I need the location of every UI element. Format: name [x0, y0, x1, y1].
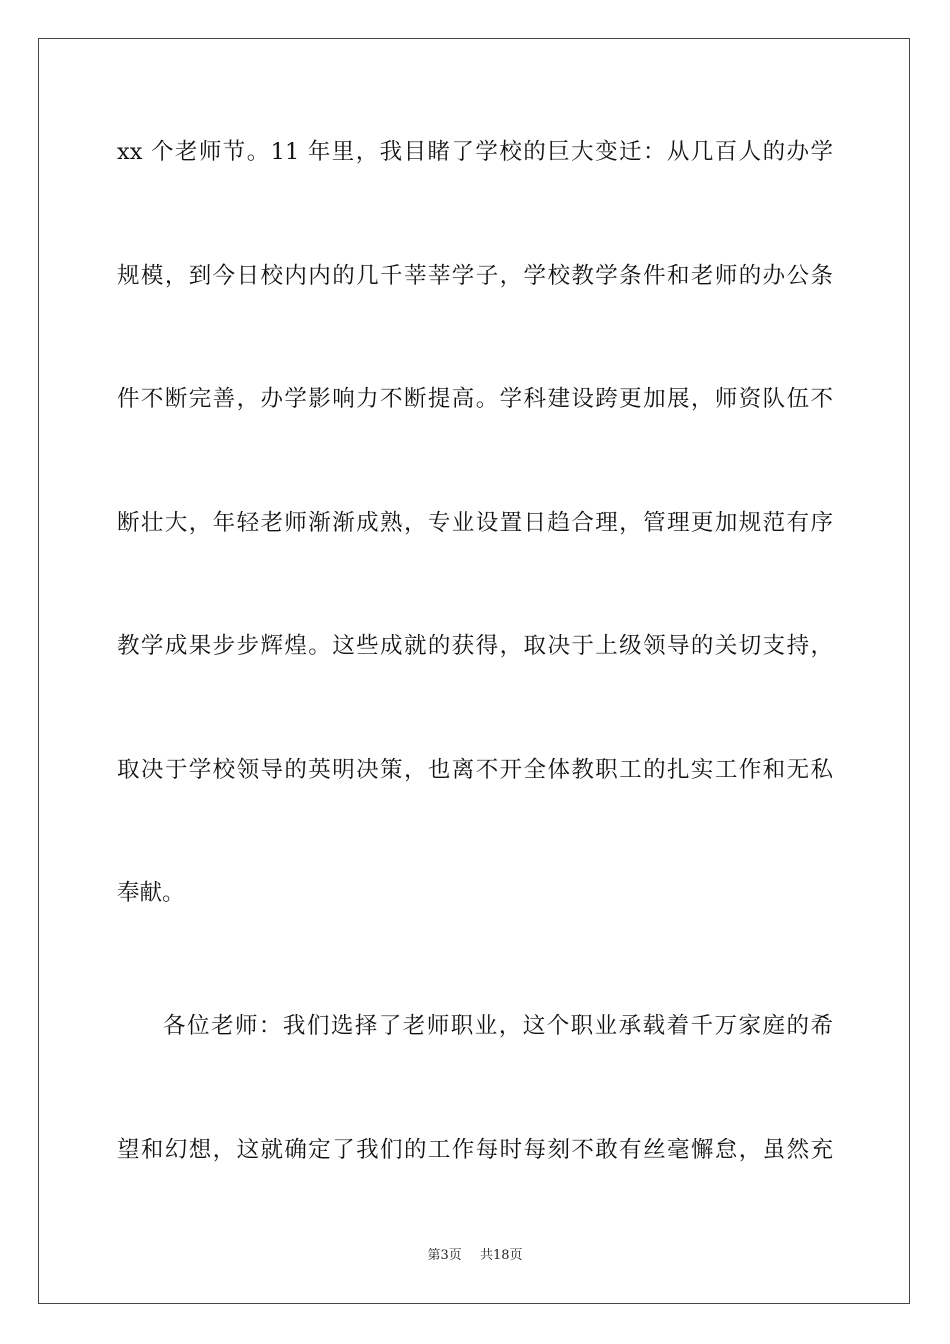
text-line-1: xx 个老师节。11 年里，我目睹了学校的巨大变迁：从几百人的办学 — [117, 139, 833, 165]
page-footer — [0, 1247, 950, 1265]
text-line-3: 件不断完善，办学影响力不断提高。学科建设跨更加展，师资队伍不 — [117, 386, 833, 412]
text-line-5: 教学成果步步辉煌。这些成就的获得，取决于上级领导的关切支持， — [117, 633, 833, 659]
page-number: 第3页 — [427, 1248, 462, 1263]
paragraph-start-line: 各位老师：我们选择了老师职业，这个职业承载着千万家庭的希 — [163, 1013, 833, 1039]
text-line-4: 断壮大，年轻老师渐渐成熟，专业设置日趋合理，管理更加规范有序 — [117, 510, 833, 536]
text-line-9: 望和幻想，这就确定了我们的工作每时每刻不敢有丝毫懈怠，虽然充 — [117, 1137, 833, 1163]
text-line-6: 取决于学校领导的英明决策，也离不开全体教职工的扎实工作和无私 — [117, 757, 833, 783]
text-line-2: 规模，到今日校内内的几千莘莘学子，学校教学条件和老师的办公条 — [117, 263, 833, 289]
text-line-7: 奉献。 — [117, 880, 185, 906]
page-border — [38, 38, 910, 1304]
total-pages: 共18页 — [479, 1248, 523, 1263]
